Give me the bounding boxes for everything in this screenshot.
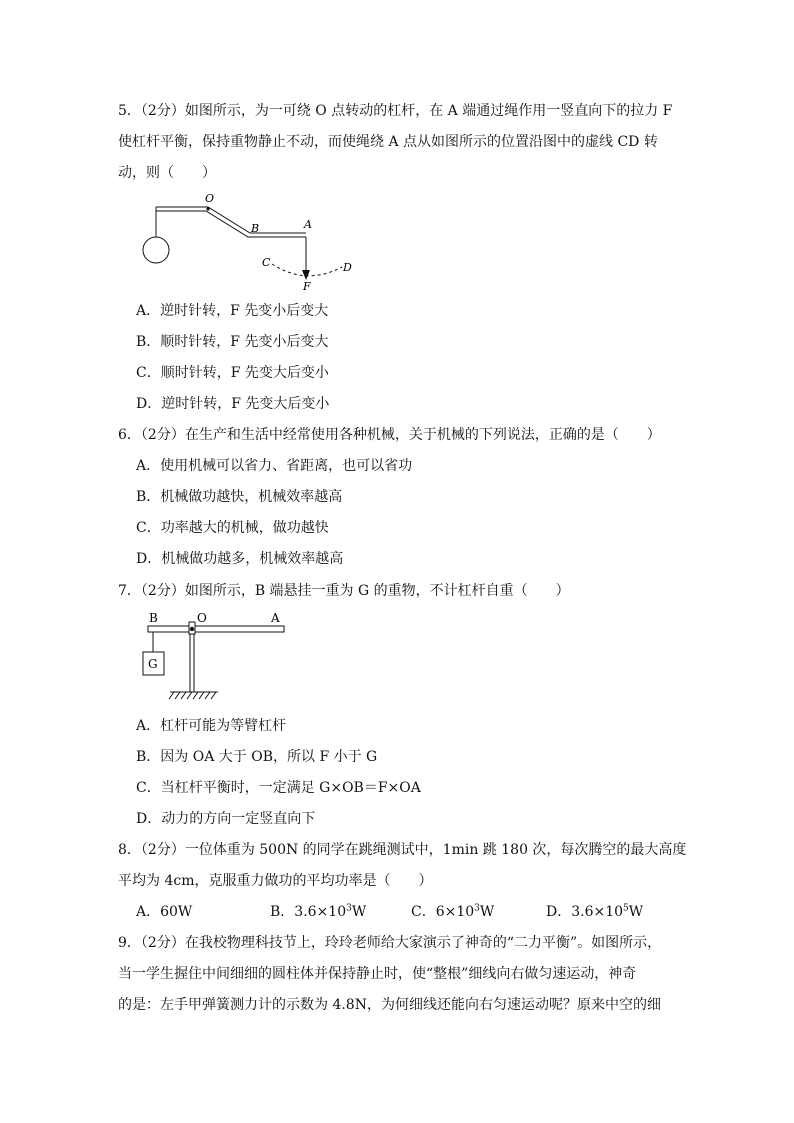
question-9-line-2: 当一学生握住中间细细的圆柱体并保持静止时，使“整根”细线向右做匀速运动，神奇 [118, 966, 637, 982]
question-6 [118, 420, 678, 451]
question-5-option-b: B．顺时针转，F 先变小后变大 [136, 334, 329, 350]
question-7-option-d: D．动力的方向一定竖直向下 [136, 811, 316, 827]
label-o: O [205, 192, 215, 205]
pivot-point [190, 627, 194, 631]
question-5-option-a: A．逆时针转，F 先变小后变大 [136, 303, 329, 319]
question-5-line-1: 5．（2分）如图所示，为一可绕 O 点转动的杠杆，在 A 端通过绳作用一竖直向下的拉力 F [118, 103, 673, 119]
question-6-line-1: 6．（2分）在生产和生活中经常使用各种机械，关于机械的下列说法，正确的是（ ） [118, 427, 661, 443]
question-9-line-1: 9．（2分）在我校物理科技节上，玲玲老师给大家演示了神奇的“二力平衡”。如图所示， [118, 935, 662, 951]
label-f: F [303, 280, 311, 293]
question-7-option-c: C．当杠杆平衡时，一定满足 G×OB＝F×OA [136, 780, 421, 796]
label-d: D [343, 261, 352, 274]
question-5-option-d: D．逆时针转，F 先变大后变小 [136, 396, 330, 412]
question-5-line-3: 动，则（ ） [118, 165, 216, 181]
question-7-line-1: 7．（2分）如图所示，B 端悬挂一重为 G 的重物，不计杠杆自重（ ） [118, 583, 570, 599]
question-8-option-a: A．60W [136, 904, 193, 920]
label-b: B [251, 222, 260, 235]
question-8-line-2: 平均为 4cm，克服重力做功的平均功率是（ ） [118, 873, 433, 889]
question-6-option-b: B．机械做功越快，机械效率越高 [136, 489, 343, 505]
question-9-line-3: 的是：左手甲弹簧测力计的示数为 4.8N，为何细线还能向右匀速运动呢？原来中空的细 [118, 997, 661, 1013]
label-c: C [262, 256, 271, 269]
question-6-option-c: C．功率越大的机械，做功越快 [136, 520, 329, 536]
question-6-option-d: D．机械做功越多，机械效率越高 [136, 551, 344, 567]
lever-bar [148, 626, 284, 632]
question-5-figure [138, 190, 358, 295]
weight-ball [143, 237, 169, 263]
question-8-option-c: C．$6\times 10^3W$ [411, 903, 495, 920]
question-7 [118, 576, 678, 607]
label-b: B [149, 611, 158, 625]
label-a: A [304, 218, 312, 231]
question-8-option-b: B．$3.6\times 10^3W$ [270, 903, 367, 920]
label-g: G [148, 657, 158, 671]
label-a: A [271, 611, 280, 625]
question-7-figure [138, 608, 298, 703]
question-5-option-c: C．顺时针转，F 先变大后变小 [136, 365, 329, 381]
question-6-option-a: A．使用机械可以省力、省距离，也可以省功 [136, 458, 413, 474]
question-8 [118, 835, 687, 897]
question-7-option-b: B．因为 OA 大于 OB，所以 F 小于 G [136, 749, 378, 765]
question-8-line-1: 8．（2分）一位体重为 500N 的同学在跳绳测试中，1min 跳 180 次，每次腾空的最大高度 [118, 842, 687, 858]
question-9 [118, 928, 678, 1021]
label-o: O [197, 611, 207, 625]
question-5-line-2: 使杠杆平衡，保持重物静止不动，而使绳绕 A 点从如图所示的位置沿图中的虚线 CD 转 [118, 134, 658, 150]
question-5 [118, 96, 678, 189]
question-8-option-d: D．$3.6\times 10^5W$ [546, 903, 644, 920]
question-7-option-a: A．杠杆可能为等臂杠杆 [136, 718, 287, 734]
